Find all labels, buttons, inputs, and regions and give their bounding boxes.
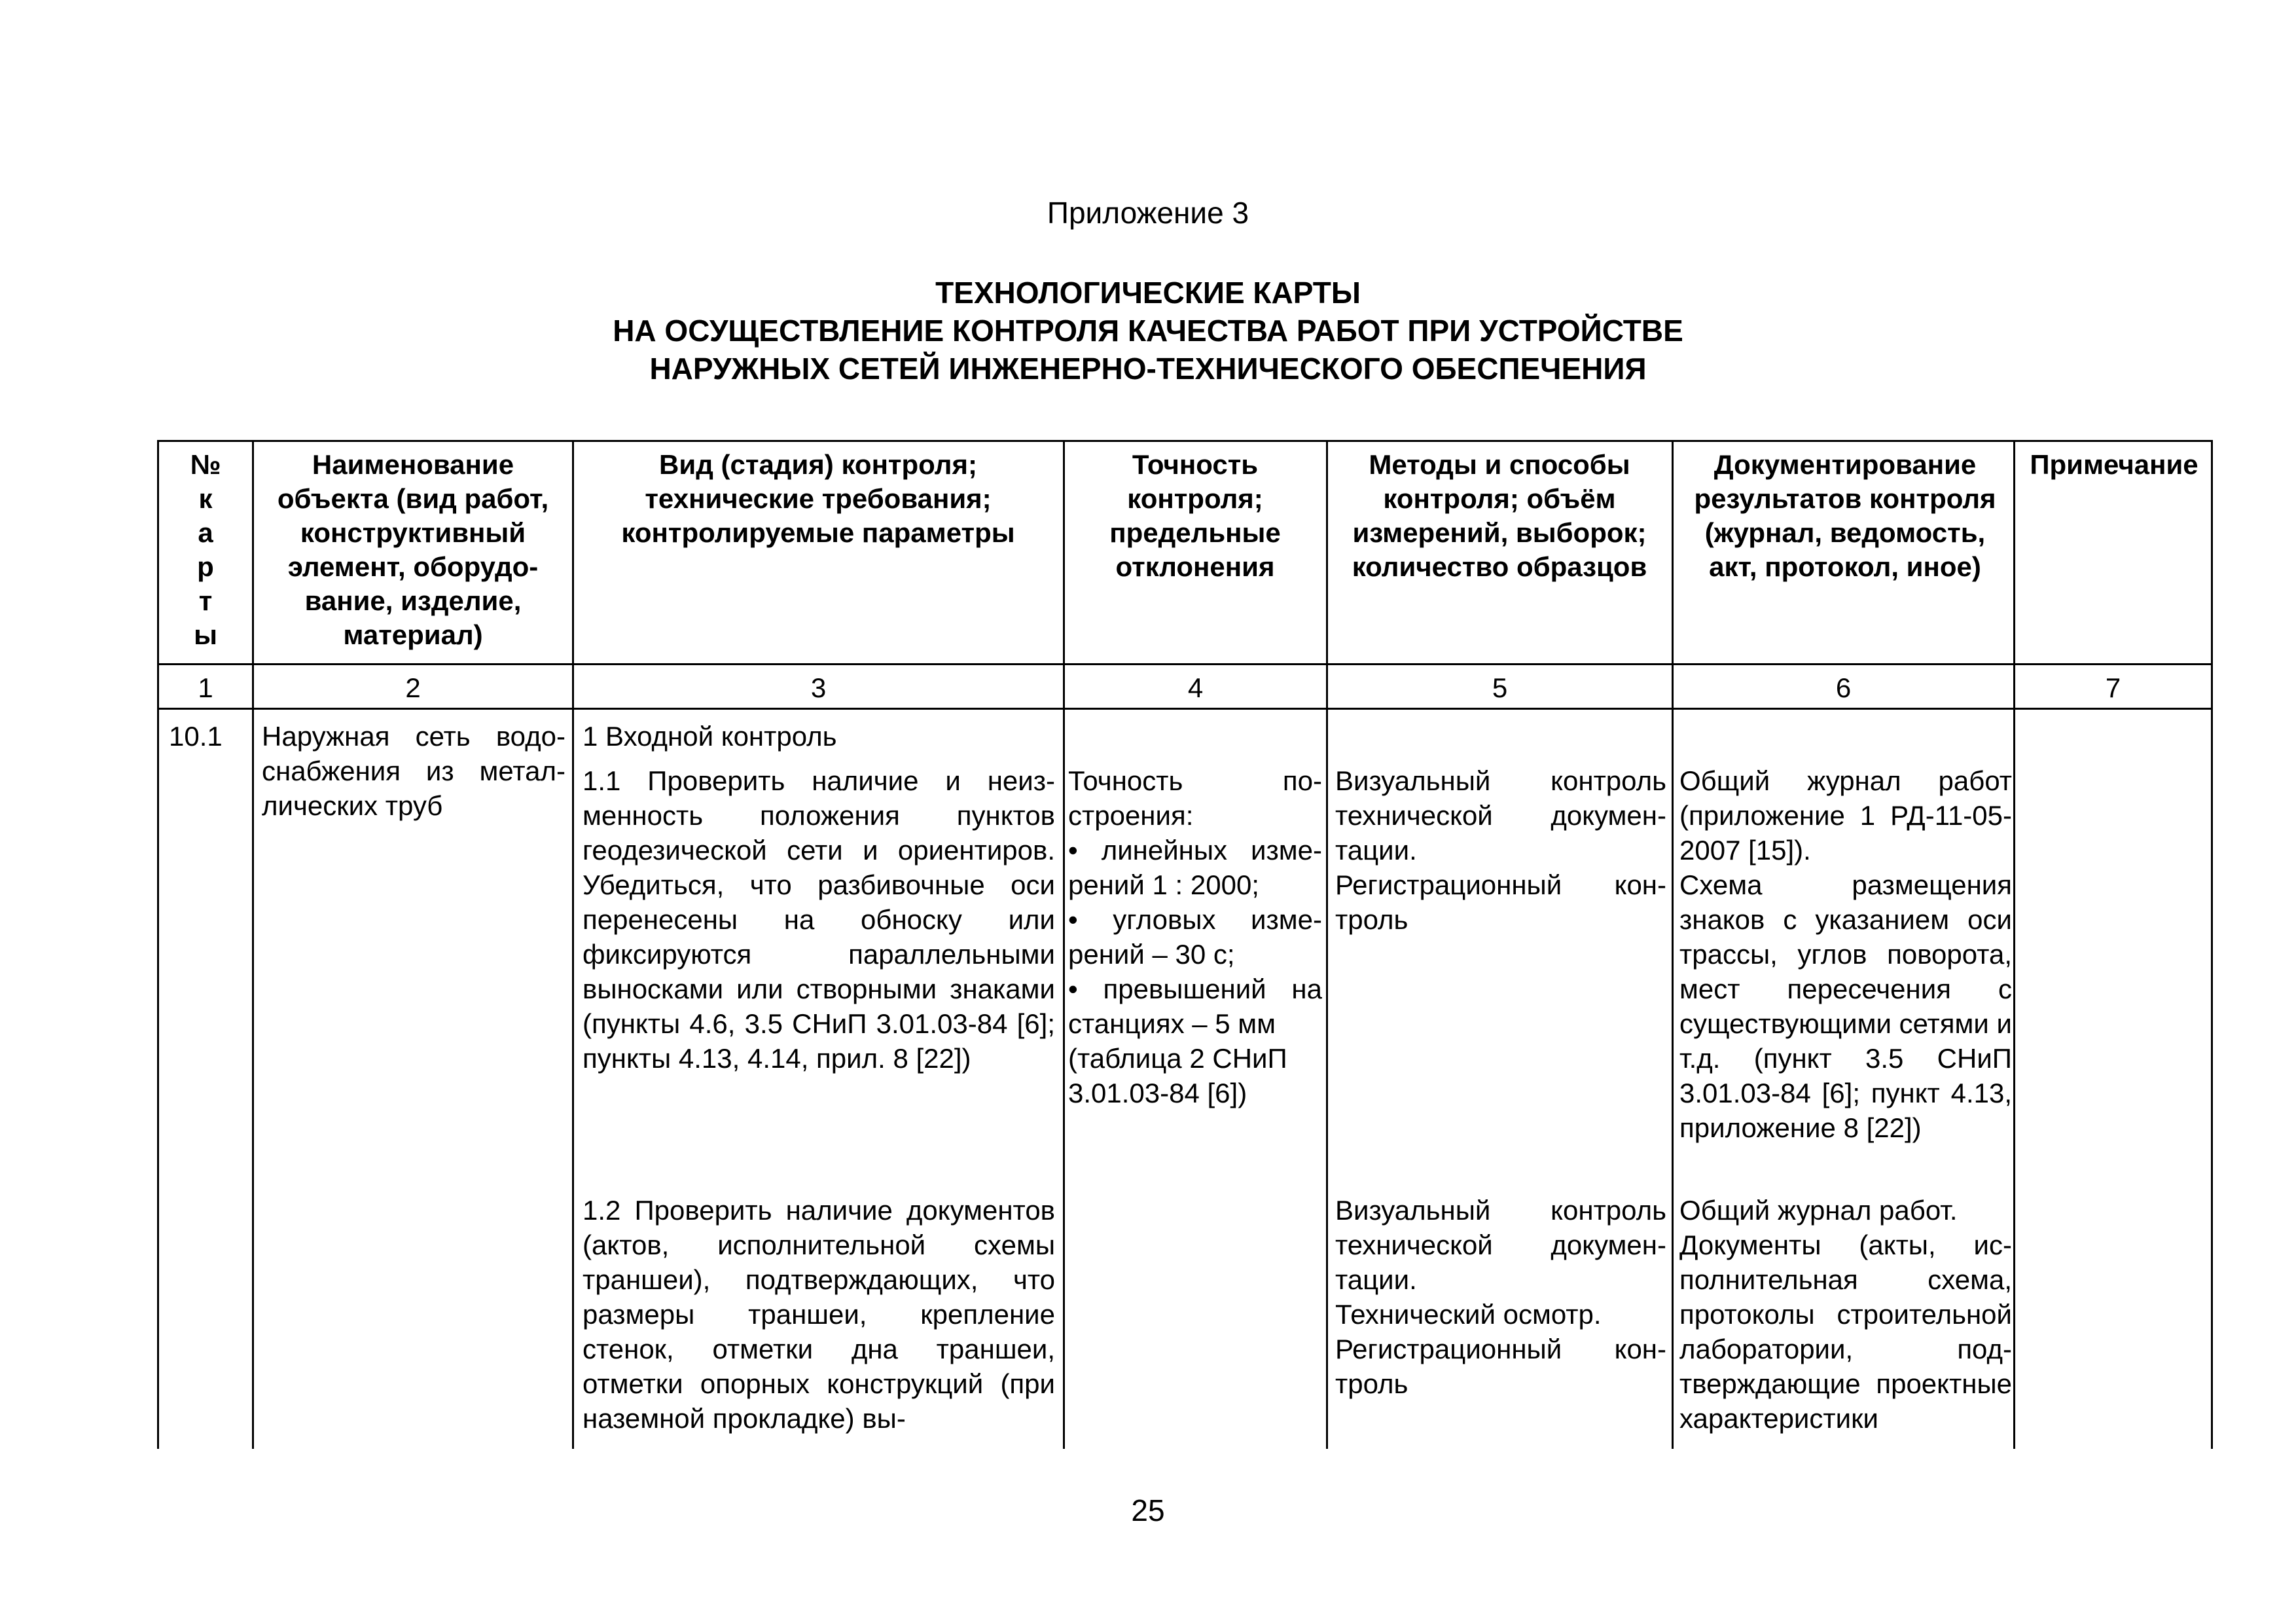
title-line-2: НА ОСУЩЕСТВЛЕНИЕ КОНТРОЛЯ КАЧЕСТВА РАБОТ ПРИ УСТРОЙСТВЕ [613, 314, 1683, 348]
documents-1-1: Общий журнал работ (приложение 1 РД-11-05-2007 [15]). Схема размещения знаков с указанием оси трассы, углов поворота, мест пересечения с существующими сетями и т.д. (пункт 3.5 СНиП 3.01.03-84 [6]; пункт 4.13, приложение 8 [22]) [1679, 765, 2012, 1143]
card-number: 10.1 [169, 721, 223, 752]
appendix-label: Приложение 3 [1047, 196, 1249, 230]
col-border-right [2211, 440, 2213, 1449]
col-border-5 [1672, 440, 1674, 1449]
header-object: Наименование объекта (вид работ, конструктивный элемент, оборудование, изделие, материал) [277, 449, 549, 650]
col-number-2: 2 [405, 672, 421, 703]
col-number-7: 7 [2105, 672, 2121, 703]
title-line-1: ТЕХНОЛОГИЧЕСКИЕ КАРТЫ [935, 276, 1361, 310]
document-title [0, 274, 2296, 388]
accuracy-1-1: Точность построения: • линейных измерений 1 : 2000; • угловых измерений – 30 с; • превышений на станциях – 5 мм (таблица 2 СНиП 3.01.03-84 [6]) [1068, 765, 1322, 1108]
header-documentation: Документирование результатов контроля (журнал, ведомость, акт, протокол, иное) [1694, 449, 1996, 582]
col-number-6: 6 [1835, 672, 1852, 703]
col-border-6 [2013, 440, 2015, 1449]
col-number-3: 3 [810, 672, 827, 703]
table-border-top [157, 440, 2213, 442]
col-number-1: 1 [198, 672, 213, 703]
title-line-3: НАРУЖНЫХ СЕТЕЙ ИНЖЕНЕРНО-ТЕХНИЧЕСКОГО ОБЕСПЕЧЕНИЯ [649, 352, 1647, 386]
col-border-3 [1063, 440, 1065, 1449]
requirement-1-1: 1.1 Проверить наличие и неизменность положения пунктов геодезической сети и ориентиров. Убедиться, что разбивочные оси перенесены на обноску или фиксируются параллельными выносками или створными знаками (пункты 4.6, 3.5 СНиП 3.01.03-84 [6]; пункты 4.13, 4.14, прил. 8 [22]) [583, 765, 1055, 1074]
requirement-1-2: 1.2 Проверить наличие документов (актов, исполнительной схемы траншеи), подтверждающих, что размеры траншеи, крепление стенок, отметки дна траншеи, отметки опорных конструкций (при наземной прокладке) вы- [583, 1195, 1055, 1434]
header-control-type: Вид (стадия) контроля; технические требования; контролируемые параметры [621, 449, 1015, 548]
page-number: 25 [1131, 1493, 1165, 1527]
header-methods: Методы и способы контроля; объём измерений, выборок; количество образцов [1352, 449, 1647, 582]
methods-1-2: Визуальный контроль технической документации. Технический осмотр. Регистрационный контроль [1335, 1195, 1666, 1399]
object-name: Наружная сеть водоснабжения из металлических труб [262, 721, 565, 821]
col-number-5: 5 [1492, 672, 1508, 703]
col-border-4 [1326, 440, 1328, 1449]
stage-label: 1 Входной контроль [583, 721, 837, 752]
methods-1-1: Визуальный контроль технической документации. Регистрационный контроль [1335, 765, 1666, 935]
header-accuracy: Точность контроля; предельные отклонения [1109, 449, 1281, 582]
header-divider [157, 663, 2213, 665]
control-table [157, 440, 2213, 1449]
col-border-2 [572, 440, 574, 1449]
documents-1-2: Общий журнал работ. Документы (акты, исполнительная схема, протоколы строительной лаборатории, подтверждающие проектные характеристики [1679, 1195, 2012, 1434]
col-border-1 [252, 440, 254, 1449]
numbers-divider [157, 708, 2213, 710]
header-card-number: № к а р т ы [190, 449, 221, 650]
col-number-4: 4 [1187, 672, 1204, 703]
header-note: Примечание [2030, 449, 2198, 480]
